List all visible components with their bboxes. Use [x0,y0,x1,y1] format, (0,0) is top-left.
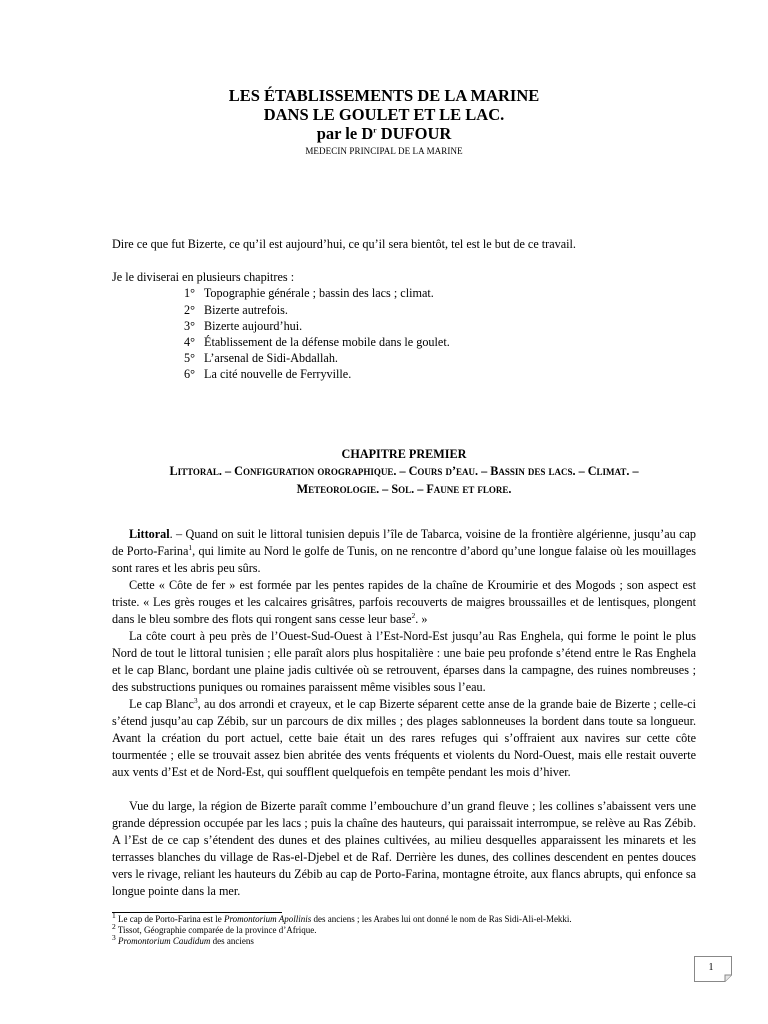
chapter-number: 3° [184,318,195,333]
title-block [0,86,768,158]
body-paragraph-5: Vue du large, la région de Bizerte paraît comme l’embouchure d’un grand fleuve ; les collines s’abaissent vers une grande dépression occupée par les lacs ; puis la chaîne des hauteurs, qui paraissait interrompue, se relève au Ras Zébib. A l’Est de ce cap s’étendent des dunes et des plaines cultivées, au milieu desquelles apparaissent les minarets et les terrasses blanches du village de Ras-el-Djebel et de Raf. Derrière les dunes, des collines descendent en pentes douces vers le rivage, reliant les hauteurs du Zébib au cap de Porto-Farina, montagne étroite, aux flancs abrupts, qui enfonce sa longue pointe dans la mer. [112,799,696,898]
body-paragraph-3: La côte court à peu près de l’Ouest-Sud-Ouest à l’Est-Nord-Est jusqu’au Ras Enghela, qui forme le point le plus Nord de tout le littoral tunisien ; elle paraît alors plus hospitalière : une baie peu profonde s’étend entre le Ras Enghela et le cap Blanc, bordant une plaine jadis cultivée où se retrouvent, éparses dans la campagne, des ruines nombreuses ; des substructions puniques ou romaines paraissent même visibles sous l’eau. [112,629,696,694]
chapter-text: L’arsenal de Sidi-Abdallah. [204,351,338,366]
body-text-span: , au dos arrondi et crayeux, et le cap Bizerte séparent cette anse de la grande baie de Bizerte ; celle-ci s’étend jusqu’au cap Zébib, sur un parcours de dix milles ; des plages sablonneuses la bordent dans toute sa longueur. Avant la création du port actuel, cette baie était un des rares refuges qui s’offraient aux navires sur cette côte tourmentée ; elle se trouvait assez bien abritée des vents fréquents et violents du Nord-Ouest, mais elle restait ouverte aux vents d’Est et de Nord-Est, qui soufflent quelquefois en tempête pendant les mois d’hiver. [112,697,696,779]
page-number-box [694,956,732,982]
body-text-span: . – Quand on suit le littoral tunisien depuis l’île de Tabarca, voisine de la frontière algérienne, jusqu’au cap de Porto-Farina [112,527,696,558]
footnote-italic: Promontorium Apollinis [223,914,312,924]
body-paragraph-2 [112,577,696,628]
body-text [112,526,696,900]
chapter-number: 1° [184,286,195,301]
intro-paragraph-1: Dire ce que fut Bizerte, ce qu’il est aujourd’hui, ce qu’il sera bientôt, tel est le but de ce travail. [112,237,576,251]
chapter-text: La cité nouvelle de Ferryville. [204,367,352,382]
chapter-number: 4° [184,335,195,350]
chapter-subtitle-line-2: Meteorologie. – Sol. – Faune et flore. [296,482,512,496]
footnote-ref[interactable]: 3 [193,695,198,705]
footnotes [112,911,696,947]
footnote-ref[interactable]: 1 [188,542,193,552]
footnote-text: Tissot, Géographie comparée de la province d’Afrique. [115,925,317,935]
title-line-1: LES ÉTABLISSEMENTS DE LA MARINE [228,86,540,105]
footnote-2 [112,922,696,936]
body-text-span: . » [415,612,428,626]
footnote-1 [112,911,696,925]
chapter-list-item [184,318,672,334]
body-text-span: , qui limite au Nord le golfe de Tunis, on ne rencontre d’abord qu’une longue falaise où les mouillages sont rares et les abris peu sûrs. [112,544,697,575]
footnote-3 [112,933,696,947]
footnote-text: des anciens ; les Arabes lui ont donné le nom de Ras Sidi-Ali-el-Mekki. [311,914,572,924]
chapter-list-item [184,302,672,318]
footnote-text: Le cap de Porto-Farina est le [115,914,224,924]
chapter-list-item [184,366,672,382]
section-lead-word: Littoral [129,527,170,541]
body-paragraph-1 [112,526,696,577]
chapter-list-item [184,285,672,301]
body-text-span: Cette « Côte de fer » est formée par les pentes rapides de la chaîne de Kroumirie et des Mogods ; son aspect est triste. « Les grès rouges et les calcaires grisâtres, parfois recouverts de maigres broussailles et de lentisques, plongent dans le bleu sombre des flots qui rongent sans cesse leur base [112,578,696,626]
chapter-number: 5° [184,351,195,366]
chapter-title: CHAPITRE PREMIER [341,447,467,461]
chapter-text: Topographie générale ; bassin des lacs ; climat. [203,286,434,301]
chapter-heading [112,446,696,498]
body-paragraph-4 [112,696,696,781]
footnote-number: 3 [112,933,116,942]
footnote-number: 2 [112,922,116,931]
chapter-list-item [184,350,672,366]
page-number: 1 [708,962,714,973]
author-prefix: par le D [316,124,374,143]
chapter-text: Établissement de la défense mobile dans le goulet. [204,335,450,350]
footnote-italic: Promontorium Caudidum [115,936,211,946]
intro-section [112,236,672,383]
intro-paragraph-2: Je le diviserai en plusieurs chapitres : [112,270,295,285]
chapter-text: Bizerte aujourd’hui. [204,318,303,333]
footnote-ref[interactable]: 2 [411,610,416,620]
chapter-text: Bizerte autrefois. [204,302,288,317]
body-text-span: Le cap Blanc [129,697,194,711]
footnote-number: 1 [112,911,116,920]
footnote-text: des anciens [210,936,254,946]
chapters-list [112,285,672,382]
chapter-subtitle-line-1: Littoral. – Configuration orographique. – Cours d’eau. – Bassin des lacs. – Climat. – [169,464,639,478]
title-line-2: DANS LE GOULET ET LE LAC. [263,105,505,124]
author-line [0,124,768,143]
chapter-number: 2° [184,302,195,317]
author-name: DUFOUR [376,124,452,143]
author-title-sup: r [373,125,377,135]
footnote-divider [112,912,282,913]
chapter-list-item [184,334,672,350]
chapter-number: 6° [184,367,195,382]
author-subtitle: MEDECIN PRINCIPAL DE LA MARINE [305,146,463,156]
